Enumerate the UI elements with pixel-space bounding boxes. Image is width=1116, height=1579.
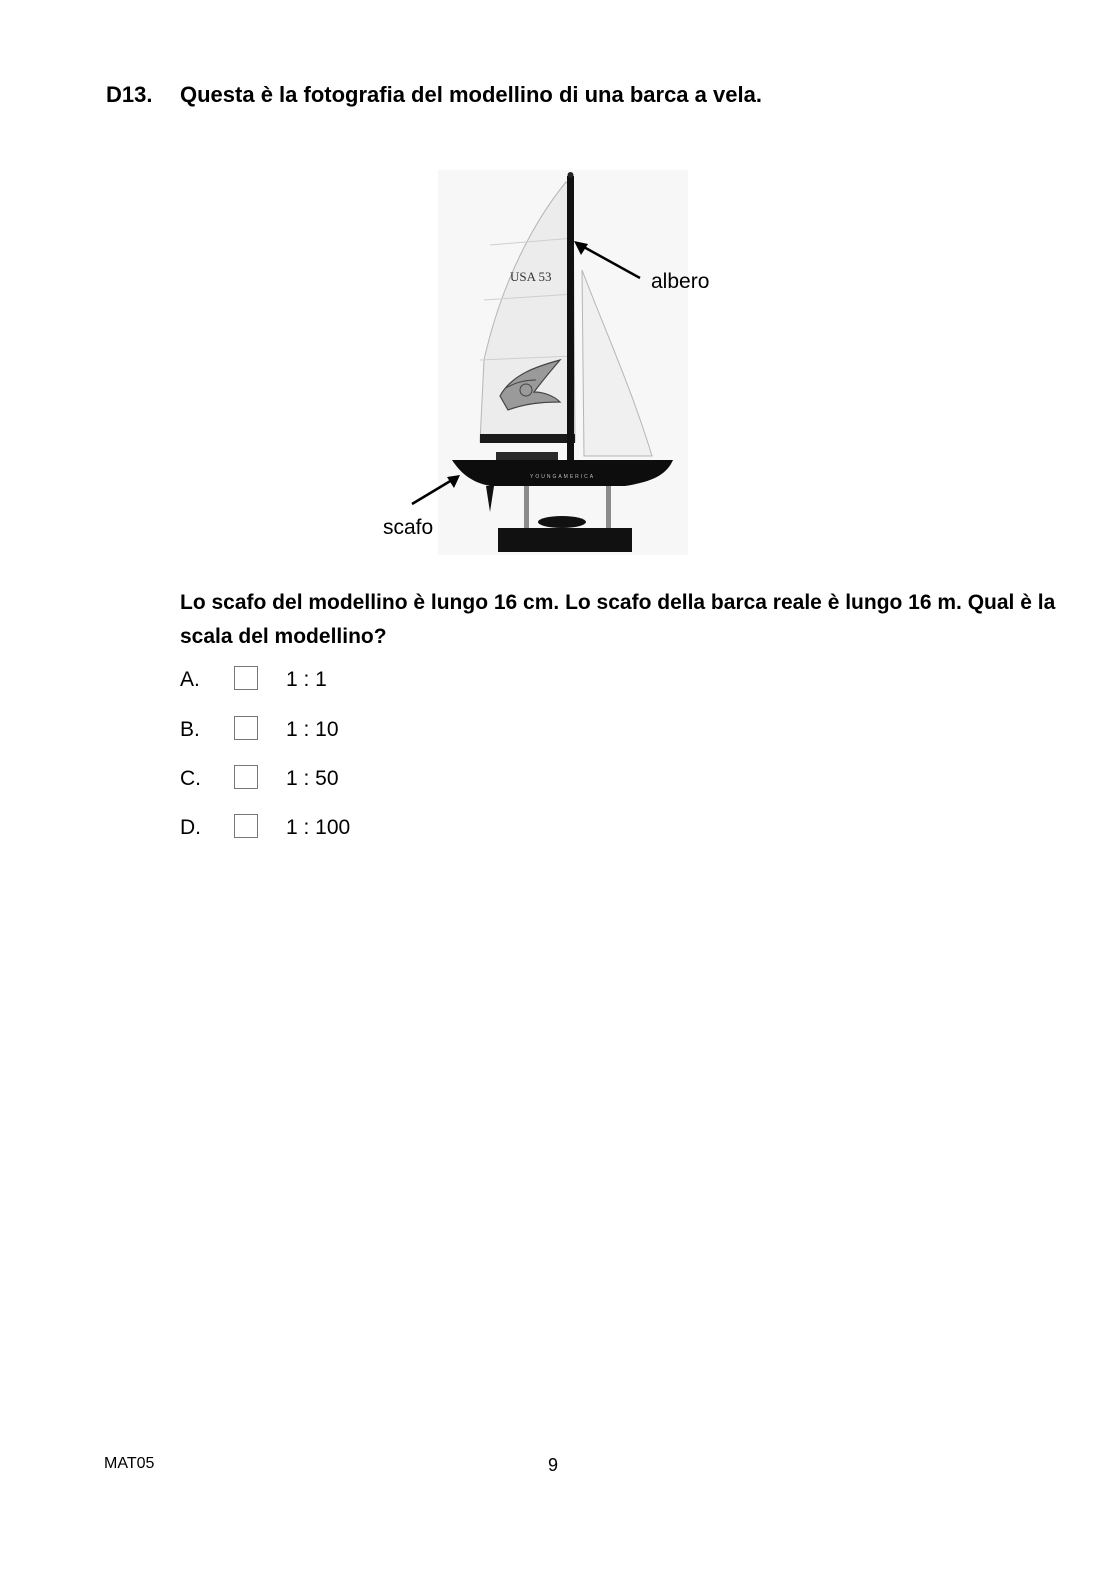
option-value: 1 : 50: [286, 767, 339, 790]
footer-test-code: MAT05: [104, 1455, 155, 1472]
mast-label: albero: [651, 270, 710, 293]
mast-top: [568, 172, 574, 178]
option-checkbox[interactable]: [234, 814, 258, 838]
footer-page-number: 9: [548, 1455, 559, 1475]
option-c[interactable]: [180, 763, 440, 793]
keel-bulb: [538, 516, 586, 528]
sailboat-illustration: [370, 160, 750, 560]
option-letter: C.: [180, 767, 201, 790]
option-value: 1 : 10: [286, 718, 339, 741]
hull: [452, 460, 673, 486]
mast: [567, 176, 574, 472]
option-letter: A.: [180, 668, 200, 691]
option-checkbox[interactable]: [234, 666, 258, 690]
option-letter: B.: [180, 718, 200, 741]
option-checkbox[interactable]: [234, 716, 258, 740]
question-text: Lo scafo del modellino è lungo 16 cm. Lo scafo della barca reale è lungo 16 m. Qual è la scala del modellino?: [180, 591, 1056, 648]
stand-base: [498, 528, 632, 552]
question-number: D13.: [106, 82, 153, 107]
boom: [480, 434, 575, 443]
option-value: 1 : 100: [286, 816, 351, 839]
question-title: Questa è la fotografia del modellino di una barca a vela.: [180, 82, 762, 107]
option-checkbox[interactable]: [234, 765, 258, 789]
sail-number-text: USA 53: [510, 269, 552, 284]
option-a[interactable]: [180, 664, 440, 694]
hull-label: scafo: [383, 516, 434, 539]
option-b[interactable]: [180, 714, 440, 744]
option-d[interactable]: [180, 812, 440, 842]
sailboat-model-photo: [370, 160, 750, 560]
stand-post: [606, 486, 611, 530]
option-letter: D.: [180, 816, 201, 839]
option-value: 1 : 1: [286, 668, 327, 691]
stand-post: [524, 486, 529, 530]
hull-name-text: YOUNGAMERICA: [530, 474, 596, 480]
deck-fittings: [496, 452, 558, 461]
